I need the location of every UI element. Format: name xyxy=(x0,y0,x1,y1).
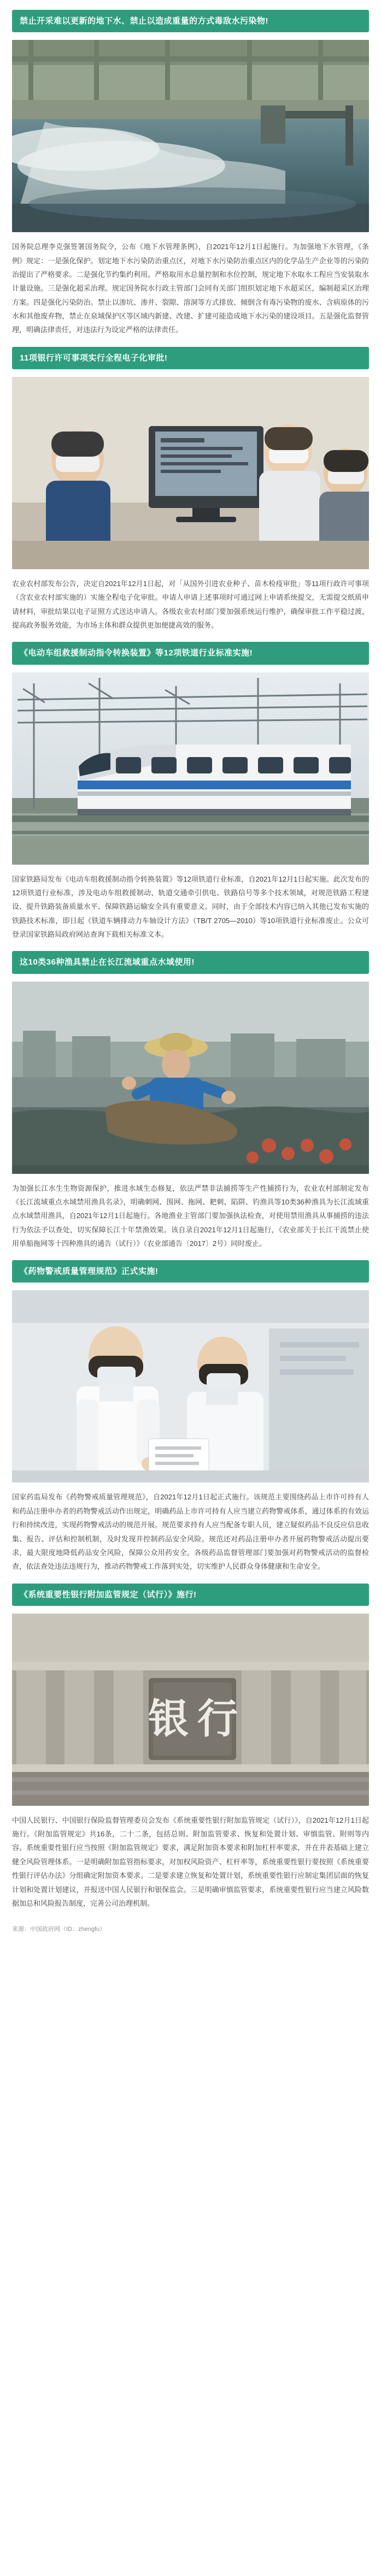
section-body: 国务院总理李克强签署国务院令，公布《地下水管理条例》，自2021年12月1日起施行。为加强地下水管理，《条例》规定：一是强化保护。划定地下水污染防治重点区，对地下水污染防治重点区内的化学品生产企业等的污染防治提出了严格要求。二是强化节约集约利用。严格取用水总量控制和水位控制，规定地下水取水工程应当安装取水计量设施。三是强化超采治理。规定国务院水行政主管部门会同有关部门组织划定地下水超采区，编制超采区治理方案。四是强化污染防治。禁止以渗坑、渗井、裂隙、溶洞等方式排放、倾倒含有毒污染物的废水、含病原体的污水和其他废弃物，禁止在泉域保护区等区域内新建、改建、扩建可能造成地下水污染的建设项目。五是强化监督管理，明确法律责任，对违法行为设定严格的法律责任。 xyxy=(12,243,369,334)
section-groundwater xyxy=(0,10,381,337)
section-headline: 《药物警戒质量管理规范》正式实施! xyxy=(12,1260,369,1283)
section-headline: 这10类36种渔具禁止在长江流域重点水域使用! xyxy=(12,951,369,973)
section-body: 农业农村部发布公告，决定自2021年12月1日起，对「从国外引进农业种子、苗木检疫审批」等11项行政许可事项（含农业农村部实施的）实施全程电子化审批。申请人申请上述事项时可通过网上申请系统提交，无需提交纸质申请材料，审批结果以电子证照方式送达申请人。各级农业农村部门要加强系统运行维护，确保审批工作平稳过渡，提高政务服务效能，为市场主体和群众提供更加便捷高效的服务。 xyxy=(12,579,369,629)
source-footer: 来源：中国政府网（ID：zhengfu） xyxy=(12,1926,106,1933)
article-page xyxy=(0,10,381,1948)
section-ebike xyxy=(0,642,381,941)
groundwater-discharge-photo xyxy=(12,40,369,232)
high-speed-train-photo xyxy=(12,672,369,865)
office-computer-staff-photo xyxy=(12,377,369,569)
section-fishing-gear xyxy=(0,951,381,1250)
section-body: 中国人民银行、中国银行保险监督管理委员会发布《系统重要性银行附加监管规定（试行）》，自2021年12月1日起施行。《附加监管规定》共16条，二十二条，包括总则、附加监管要求、恢复和处置计划、审慎监管、附则等内容。系统重要性银行应当按照《附加监管规定》要求，满足附加资本要求和附加杠杆率要求，并在并表基础上建立健全风险管理体系。一是明确附加监管指标要求，对加权风险资产、杠杆率等，系统重要性银行要按照《系统重要性银行评估办法》分组确定附加资本要求。二是要求建立恢复和处置计划，系统重要性银行应制定集团层面的恢复计划和处置计划建议，并报送中国人民银行和银保监会。三是明确审慎监管要求，系统重要性银行应当建立风险数据加总和风险报告制度，完善公司治理机制。 xyxy=(12,1816,369,1907)
section-drug-quality xyxy=(0,1260,381,1573)
section-headline: 禁止开采难以更新的地下水、禁止以造成重量的方式毒敌水污染物! xyxy=(12,10,369,32)
section-headline: 《系统重要性银行附加监管规定（试行）》施行! xyxy=(12,1584,369,1606)
section-headline: 11项银行许可事项实行全程电子化审批! xyxy=(12,347,369,369)
section-body: 国家药监局发布《药物警戒质量管理规范》，自2021年12月1日起正式施行。该规范主要围绕药品上市许可持有人和药品注册申办者的药物警戒活动作出规定，明确药品上市许可持有人应当建立药物警戒体系，通过体系的有效运行和持续改进，实现药物警戒活动的规范开展。规范要求持有人应当配备专职人员，建立疑似药品不良反应信息收集、报告、评估和控制机制，及时发现并控制药品安全风险。规范还对药品注册申办者开展药物警戒活动提出要求，最大限度地降低药品安全风险，保障公众用药安全。各级药品监督管理部门要加强对药物警戒活动的监督检查，依法查处违法违规行为，推动药物警戒工作落到实处，切实维护人民群众身体健康和生命安全。 xyxy=(12,1493,369,1571)
section-body: 国家铁路局发布《电动车组救援制动指令转换装置》等12项铁道行业标准，自2021年12月1日起实施。此次发布的12项铁道行业标准，涉及电动车组救援制动、轨道交通牵引供电、铁路信号等多个技术领域，对规范铁路工程建设、提升铁路装备质量水平、保障铁路运输安全具有重要意义。同时，由于全部技术内容已纳入其他已发布实施的铁路技术标准，即日起《铁道车辆排动力车轴设计方法》（TB/T 2705—2010）等10项铁道行业标准废止。公众可登录国家铁路局政府网站查询下载相关标准文本。 xyxy=(12,875,369,938)
svg-text:行: 行 xyxy=(197,1697,238,1742)
doctors-consultation-photo xyxy=(12,1290,369,1482)
section-headline: 《电动车组救援制动指令转换装置》等12项铁道行业标准实施! xyxy=(12,642,369,664)
fisherman-river-photo xyxy=(12,982,369,1174)
svg-text:银: 银 xyxy=(148,1697,189,1742)
section-body: 为加强长江水生生物资源保护，推进水域生态修复，依法严禁非法捕捞等生产性捕捞行为，农业农村部制定发布《长江流域重点水域禁用渔具名录》，明确刺网、围网、拖网、耙刺、陷阱、钓渔具等10类36种渔具为长江流域重点水域禁用渔具，自2021年12月1日起施行。各地渔业主管部门要加强执法检查，对使用禁用渔具从事捕捞的违法行为依法予以查处，切实保障长江十年禁渔效果。该自录自2021年12月1日起施行，《农业部关于长江干流禁止使用单船拖网等十四种渔具的通告（试行）》（农业部通告〔2017〕2号）同时废止。 xyxy=(12,1184,369,1248)
section-bank-license xyxy=(0,347,381,633)
section-sifi-bank xyxy=(0,1584,381,1911)
bank-building-photo xyxy=(12,1614,369,1806)
